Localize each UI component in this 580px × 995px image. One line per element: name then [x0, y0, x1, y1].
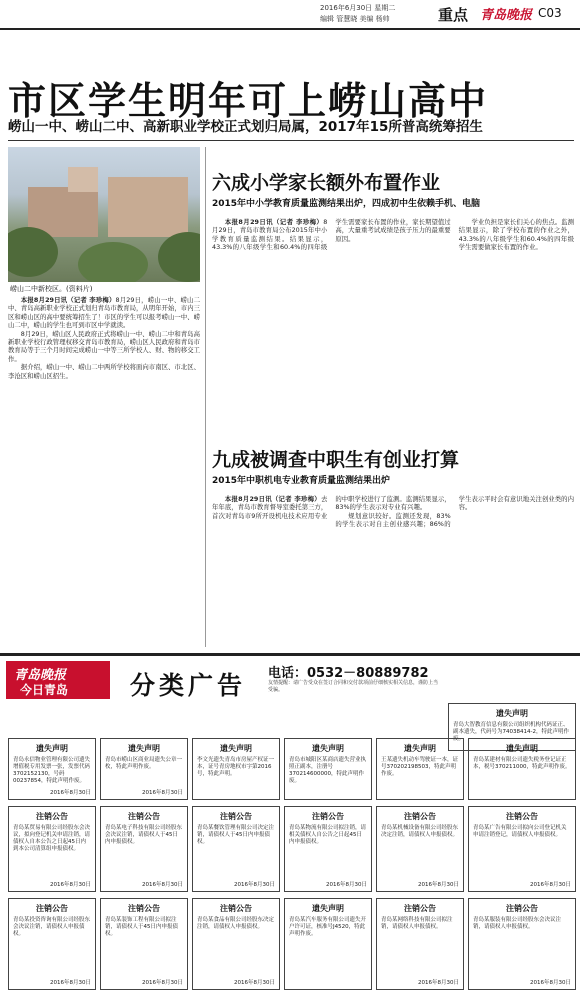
classified-ad-body: 青岛某机械设备有限公司经股东决定注销，请债权人申报债权。: [381, 825, 459, 838]
classifieds-logo: [6, 661, 110, 699]
classified-ad-date: 2016年8月30日: [50, 790, 91, 796]
photo-caption: 崂山二中新校区。(资料片): [10, 285, 93, 293]
classified-ad-body: 青岛某电子科技有限公司经股东会决议注销，请债权人于45日内申报债权。: [105, 825, 183, 845]
classified-ad: [192, 806, 280, 892]
section-name: 重点: [438, 6, 469, 24]
classified-ad-title: 注销公告: [404, 812, 436, 821]
classified-ad-body: 青岛某贸易有限公司经股东会决议，拟向登记机关申请注销，请债权人自本公告之日起45日内到本公司清算组申报债权。: [13, 825, 91, 852]
classified-ad: [8, 898, 96, 990]
classified-ad-title: 注销公告: [220, 904, 252, 913]
classified-ad-title: 注销公告: [128, 812, 160, 821]
article-main-body: [8, 296, 200, 646]
classified-ad-date: 2016年8月30日: [142, 882, 183, 888]
classified-ad-body: 青岛某汽车服务有限公司遗失开户许可证，核准号J4520，特此声明作废。: [289, 917, 367, 937]
classified-ad-title: 注销公告: [506, 904, 538, 913]
classified-ad: [468, 738, 576, 800]
article-vocational-paragraph: 去年年底，青岛市教育督导室委托第三方，首次对青岛市9所开设机电技术应用专业的中职学校进行了监测。监测结果显示，83%的学生表示对专业有兴趣。: [212, 495, 451, 520]
school-photo: [8, 147, 200, 282]
classified-ad-date: 2016年8月30日: [50, 882, 91, 888]
classified-ad-date: 2016年8月30日: [530, 882, 571, 888]
classified-ad-date: 2016年8月30日: [326, 882, 367, 888]
classifieds-paper-name: 青岛晚报: [14, 668, 67, 683]
classified-ad-title: 注销公告: [506, 812, 538, 821]
classified-ad-title: 注销公告: [36, 904, 68, 913]
classified-ad-body: 青岛某食品有限公司经股东决定注销，请债权人申报债权。: [197, 917, 275, 930]
classified-ad-title: 注销公告: [220, 812, 252, 821]
classified-ad: [284, 806, 372, 892]
classified-ad-body: 青岛某服装有限公司经股东会决议注销，请债权人申报债权。: [473, 917, 562, 930]
classified-ad-body: 青岛市城阳区某商店遗失营业执照正副本，注册号370214600000，特此声明作废。: [289, 757, 367, 784]
classified-ad: [8, 738, 96, 800]
classified-ad-body: 青岛大智教育信息有限公司组织机构代码证正、副本遗失，代码号为74038414-2，特此声明作废。: [453, 722, 569, 742]
classified-ad-body: 青岛某物流有限公司拟注销，请相关债权人自公告之日起45日内申报债权。: [289, 825, 367, 845]
classifieds-phone: 电话：0532－80889782: [268, 666, 429, 681]
classified-ad-title: 遗失声明: [506, 744, 538, 753]
main-subheadline: 崂山一中、崂山二中、高新职业学校正式划归局属，2017年15所普高统筹招生: [8, 119, 483, 135]
editors: 编辑 管慧晓 美编 杨帅: [320, 15, 390, 23]
article-vocational-paragraph: 规划意识较好。监测还发现，83%的学生表示对自主创业感兴趣；86%的学生表示平时会有意识地关注创业类的内容。: [335, 495, 574, 529]
classified-ad-body: 青岛某餐饮管理有限公司决定注销，请债权人于45日内申报债权。: [197, 825, 275, 845]
classified-ad-date: 2016年8月30日: [234, 882, 275, 888]
classified-ad-title: 注销公告: [312, 812, 344, 821]
classified-ad-title: 注销公告: [128, 904, 160, 913]
classified-ad: [100, 898, 188, 990]
classified-ad: [284, 898, 372, 990]
page-header: [0, 0, 580, 30]
article-main-paragraph: 8月29日，崂山区人民政府正式将崂山一中、崂山二中和青岛高新职业学校行政管理权移交青岛市教育局，崂山区人民政府和青岛市教育局等于三个月时间完成崂山一中等三所学校人、财、物的移交工作。: [8, 329, 200, 363]
classifieds-header: [0, 653, 580, 701]
classified-ad-body: 青岛某广告有限公司拟向公司登记机关申请注销登记，请债权人申报债权。: [473, 825, 567, 838]
classified-ad-body: 青岛某装饰工程有限公司拟注销，请债权人于45日内申报债权。: [105, 917, 178, 937]
classified-ad: [100, 806, 188, 892]
article-homework-title: 六成小学家长额外布置作业: [212, 172, 441, 194]
classified-ad-body: 青岛市崂山区商业局遗失公章一枚，特此声明作废。: [105, 757, 183, 770]
classified-ad: [192, 738, 280, 800]
classified-ad: [468, 806, 576, 892]
article-vocational-body: [212, 495, 574, 645]
classified-ad: [376, 898, 464, 990]
classified-ad-title: 遗失声明: [312, 904, 344, 913]
classified-ad-title: 遗失声明: [36, 744, 68, 753]
classified-ad-title: 遗失声明: [404, 744, 436, 753]
article-homework-body: [212, 218, 574, 428]
article-homework-lead: 本报8月29日讯（记者 李珍梅）: [224, 218, 324, 226]
classified-ad-title: 遗失声明: [128, 744, 160, 753]
paper-logo: 青岛晚报: [480, 8, 533, 23]
classified-ad-body: 青岛某投资咨询有限公司经股东会决议注销，请债权人申报债权。: [13, 917, 91, 937]
main-headline: 市区学生明年可上崂山高中: [8, 79, 489, 123]
classified-ad-date: 2016年8月30日: [50, 980, 91, 986]
article-homework-paragraph: 8月29日，青岛市教育局公布2015年中小学教育质量监测结果。结果显示，43.3%的八年级学生和60.4%的四年级学生需要家长布置的作业，家长期望值过高，大量重考试成绩是孩子压力的最重要原因。: [212, 218, 451, 252]
classified-ad-date: 2016年8月30日: [142, 790, 183, 796]
classified-ad-body: 青岛某网络科技有限公司拟注销，请债权人申报债权。: [381, 917, 453, 930]
article-vocational-lead: 本报8月29日讯（记者 李珍梅）: [224, 495, 321, 503]
classified-ad: [284, 738, 372, 800]
classified-ad-date: 2016年8月30日: [418, 980, 459, 986]
classified-ad: [192, 898, 280, 990]
classified-ad-title: 注销公告: [404, 904, 436, 913]
classified-ad: [100, 738, 188, 800]
article-main-paragraph: 8月29日，崂山一中、崂山二中、青岛高新职业学校正式划归青岛市教育局，从明年开始，市内三区和崂山区的高中要统筹招生了！市区的学生可以报考崂山一中、崂山二中，崂山的学生也可到市区中学就读。: [8, 296, 200, 330]
classifieds-today: 今日青岛: [20, 683, 69, 697]
classified-ad-date: 2016年8月30日: [142, 980, 183, 986]
classified-ad-date: 2016年8月30日: [234, 980, 275, 986]
classified-ad: [468, 898, 576, 990]
article-main-paragraph: 据介绍，崂山一中、崂山二中两所学校将面向市南区、市北区、李沧区和崂山区招生。: [8, 363, 200, 380]
classified-ad-title: 遗失声明: [312, 744, 344, 753]
column-divider: [205, 147, 206, 647]
article-main-lead: 本报8月29日讯（记者 李珍梅）: [20, 296, 116, 304]
classified-ad: [376, 738, 464, 800]
article-homework-subtitle: 2015年中小学教育质量监测结果出炉，四成初中生依赖手机、电脑: [212, 199, 481, 209]
article-vocational-subtitle: 2015年中职机电专业教育质量监测结果出炉: [212, 476, 391, 486]
divider: [8, 140, 574, 141]
classifieds-note: 友情提醒：请广告受众在签订合同和交付款项前仔细核实相关信息，谨防上当受骗。: [268, 680, 439, 693]
classified-ad-body: 青岛某建材有限公司遗失税务登记证正本，税号370211000，特此声明作废。: [473, 757, 571, 770]
classifieds-title: 分类广告: [130, 671, 247, 700]
classified-ad: [8, 806, 96, 892]
classified-ad-title: 遗失声明: [496, 709, 528, 718]
article-vocational-title: 九成被调查中职生有创业打算: [212, 449, 460, 471]
classified-ad-body: 青岛永信物业管理有限公司遗失增值税专用发票一张，发票代码3702152130，号码00237854，特此声明作废。: [13, 757, 91, 784]
classified-ad-body: 李文光遗失青岛市房屋产权证一本，证号青房地权市字第2016号，特此声明。: [197, 757, 275, 777]
article-homework-paragraph: 学业负担是家长们关心的焦点。监测结果显示，除了学校布置的作业之外，43.3%的八年级学生和60.4%的四年级学生需要做家长布置的作业。: [458, 218, 574, 252]
classified-ad-date: 2016年8月30日: [530, 980, 571, 986]
page-number: C03: [538, 6, 562, 20]
classified-ad-body: 王某遗失机动车驾驶证一本，证号370202198503，特此声明作废。: [381, 757, 459, 777]
classified-ad: [376, 806, 464, 892]
classified-ad-date: 2016年8月30日: [418, 882, 459, 888]
classified-ad-title: 注销公告: [36, 812, 68, 821]
classified-ad-title: 遗失声明: [220, 744, 252, 753]
issue-date: 2016年6月30日 星期二: [320, 4, 396, 12]
